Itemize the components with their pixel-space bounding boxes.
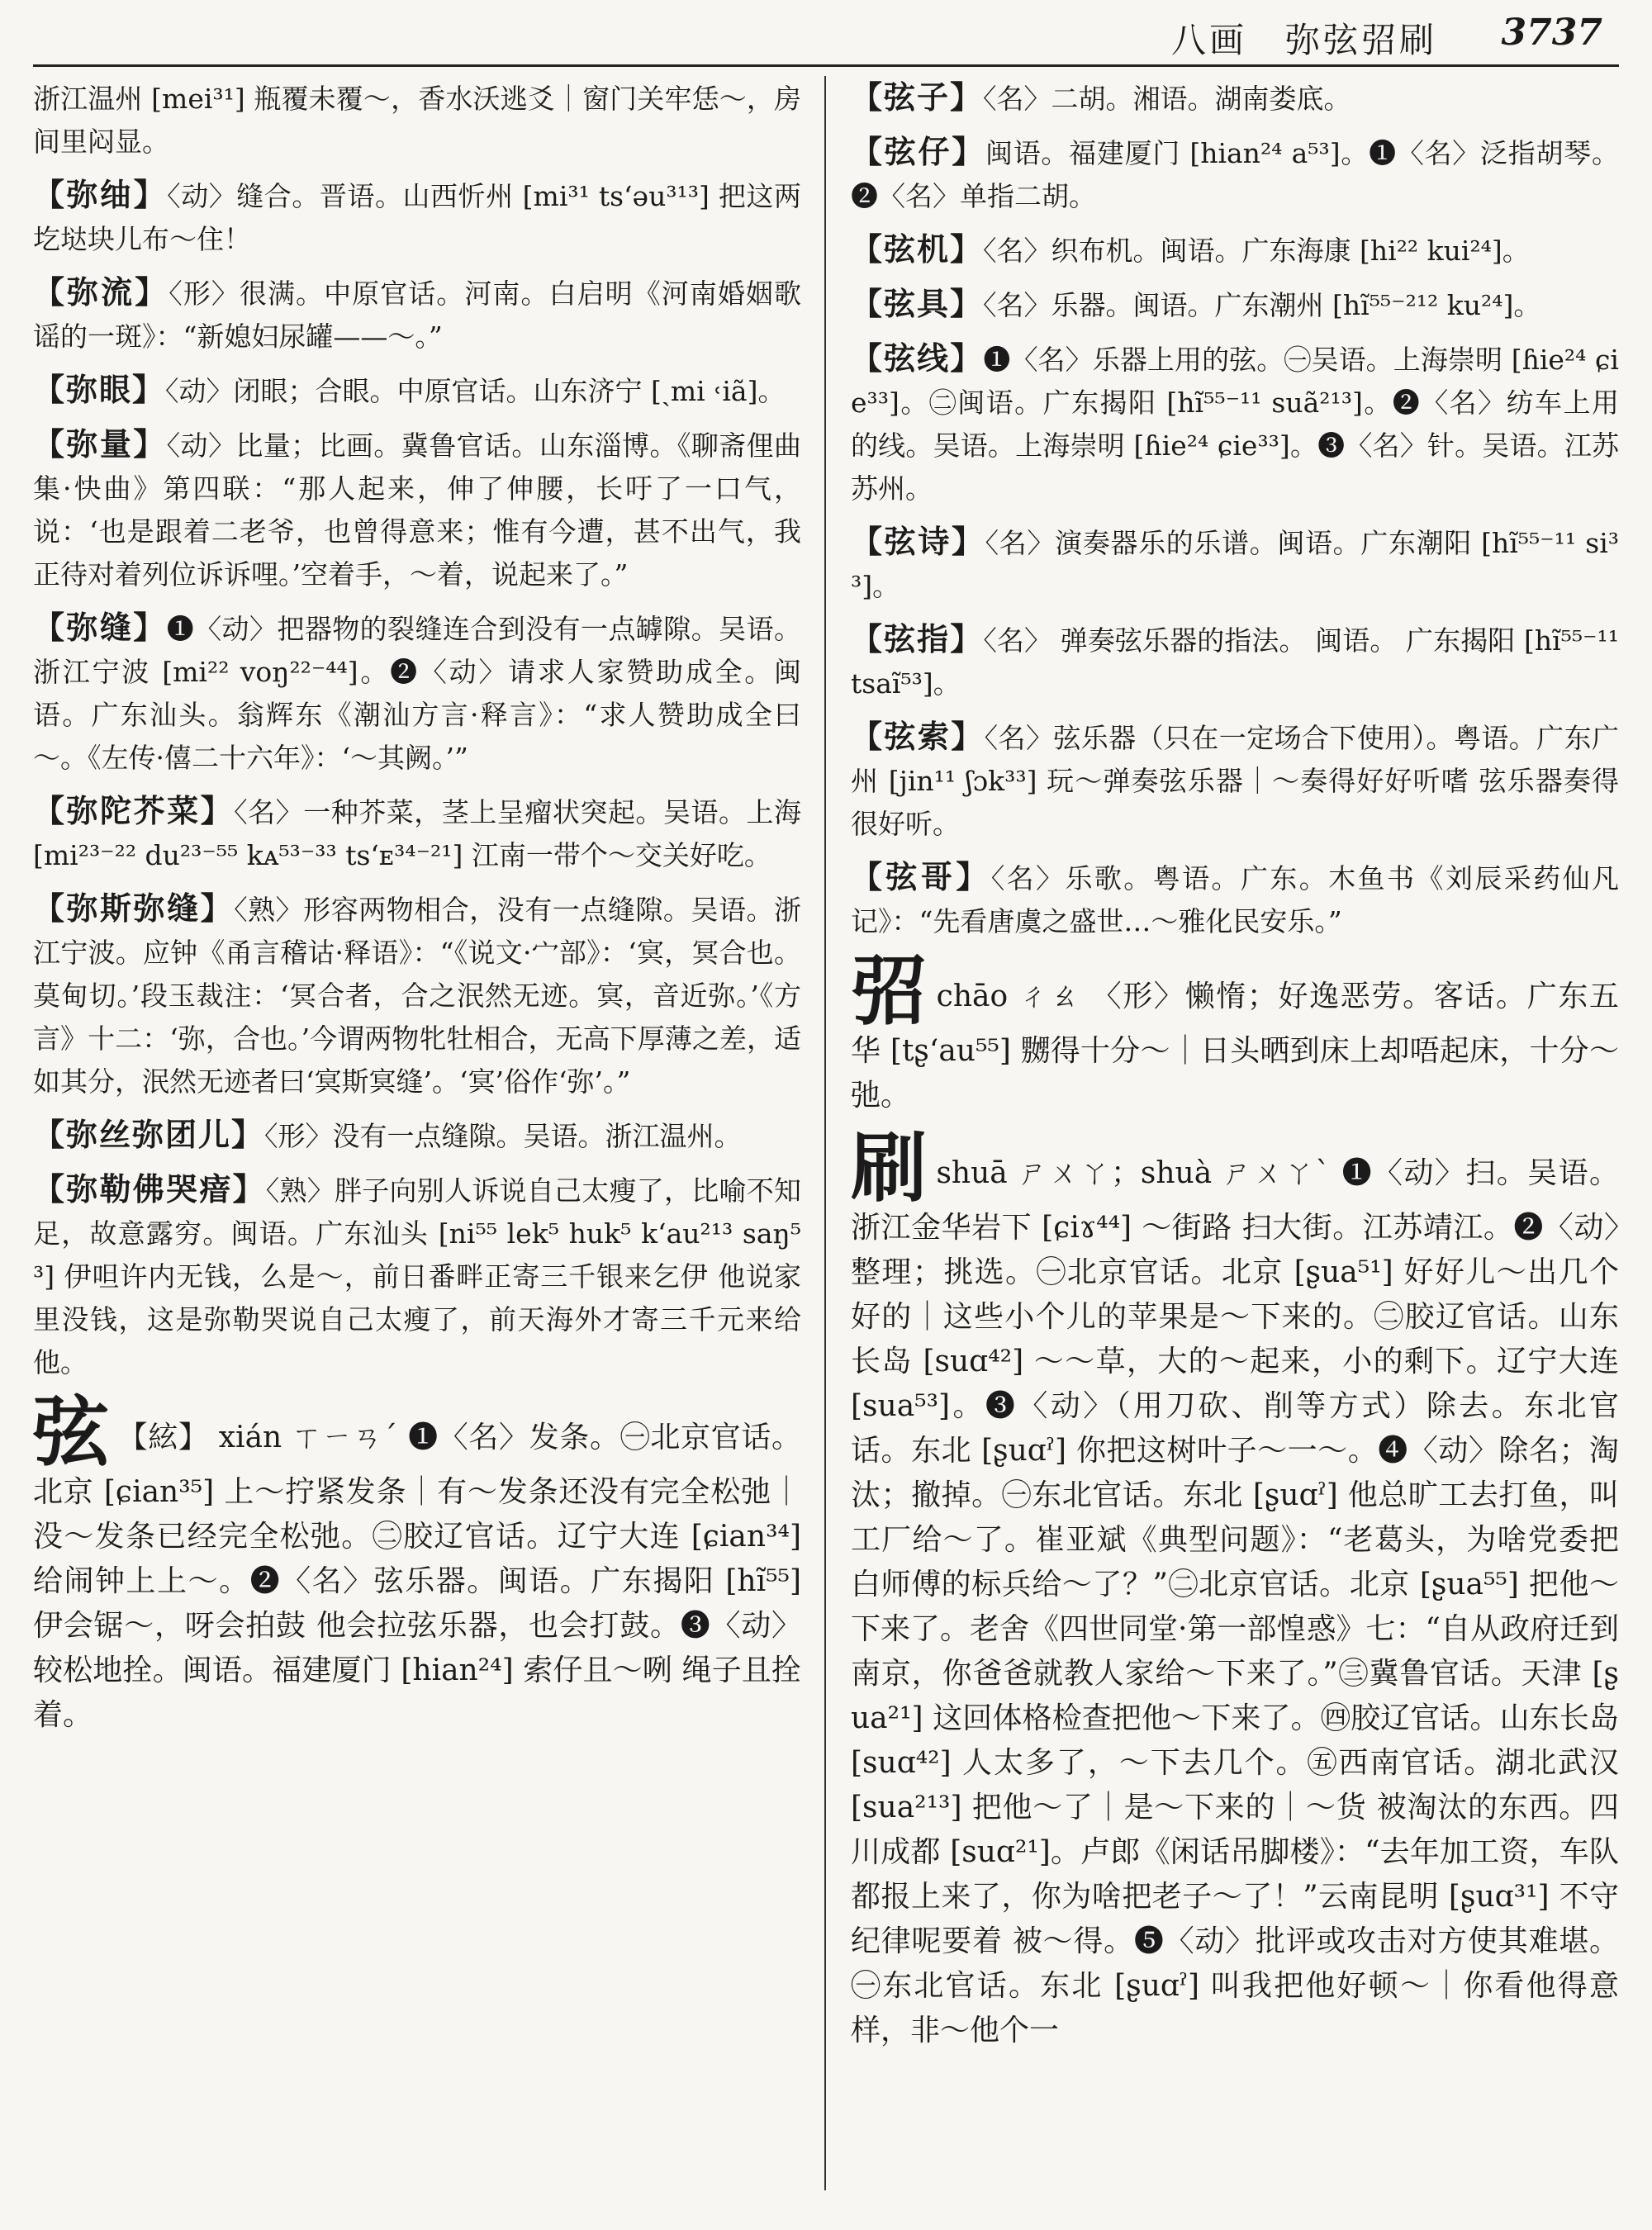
entry-text: 〈名〉织布机。闽语。广东海康 [hi²² kui²⁴]。 (983, 235, 1530, 267)
entry-text: 闽语。福建厦门 [hian²⁴ a⁵³]。❶〈名〉泛指胡琴。❷〈名〉单指二胡。 (851, 137, 1619, 212)
entry-text: 〈动〉缝合。晋语。山西忻州 [mi³¹ tsʻəu³¹³] 把这两圪垯块儿布～住！ (33, 180, 801, 255)
entry-text: 〈名〉乐器。闽语。广东潮州 [hĩ⁵⁵⁻²¹² ku²⁴]。 (983, 289, 1541, 321)
entry (33, 76, 801, 164)
headword-character: 弦 (33, 1388, 110, 1477)
running-head: 八画 弥弦弨刷 (1170, 20, 1437, 60)
entry-text: 〈动〉闭眼；合眼。中原官话。山东济宁 [ˏmi ˓iã]。 (165, 375, 786, 407)
entry (851, 228, 1619, 273)
headword-character: 刷 (851, 1123, 928, 1212)
character-entry-xian (33, 1388, 801, 1738)
character-entry-chao (851, 947, 1619, 1118)
entry-headword: 【弦线】 (851, 339, 984, 377)
page-number: 3737 (1501, 12, 1602, 54)
entry-text: 【絃】 xián ㄒㄧㄢˊ ❶〈名〉发条。㊀北京官话。北京 [ɕian³⁵] 上～拧紧发条｜有～发条还没有完全松弛｜没～发条已经完全松弛。㊁胶辽官话。辽宁大连 [ɕian³⁴] 给闹钟上上～。❷〈名〉弦乐器。闽语。广东揭阳 [hĩ⁵⁵] 伊会锯～，呀会拍鼓 他会拉弦乐器，也会打鼓。❸〈动〉较松地拴。闽语。福建厦门 [hian²⁴] 索仔且～咧 绳子且拴着。 (33, 1421, 801, 1732)
entry-text: chāo ㄔㄠ 〈形〉懒惰；好逸恶劳。客话。广东五华 [tʂʻau⁵⁵] 嬲得十分～｜日头晒到床上却唔起床，十分～弛。 (851, 980, 1619, 1113)
entry-text: ❶〈名〉乐器上用的弦。㊀吴语。上海崇明 [ɦie²⁴ ɕie³³]。㊁闽语。广东揭阳 [hĩ⁵⁵⁻¹¹ suã²¹³]。❷〈名〉纺车上用的线。吴语。上海崇明 [ɦie²⁴ ɕie³³]。❸〈名〉针。吴语。江苏苏州。 (851, 344, 1619, 505)
character-entry-shua (851, 1123, 1619, 2053)
entry (851, 520, 1619, 608)
entry-text: 〈名〉演奏器乐的乐谱。闽语。广东潮阳 [hĩ⁵⁵⁻¹¹ si³³]。 (851, 527, 1619, 602)
entry-headword: 【弦指】 (851, 620, 984, 657)
entry-headword: 【弦具】 (851, 285, 984, 322)
column-divider (824, 76, 826, 2190)
entry (851, 337, 1619, 510)
entry-headword: 【弦哥】 (851, 858, 991, 895)
entry (33, 271, 801, 358)
entry-headword: 【弦仔】 (851, 133, 985, 170)
entry-text: 〈形〉没有一点缝隙。吴语。浙江温州。 (264, 1120, 742, 1152)
entry-headword: 【弥丝弥团儿】 (33, 1116, 265, 1153)
entry (33, 368, 801, 413)
entry-headword: 【弦子】 (851, 78, 984, 116)
entry-headword: 【弦机】 (851, 230, 984, 268)
entry (851, 130, 1619, 218)
left-column (33, 76, 801, 2207)
entry-headword: 【弥量】 (33, 425, 167, 463)
entry (851, 282, 1619, 327)
entry-text: 〈名〉乐歌。粤语。广东。木鱼书《刘辰采药仙凡记》：“先看唐虞之盛世…～雅化民安乐。” (851, 862, 1619, 937)
entry-text: 〈名〉 弹奏弦乐器的指法。 闽语。 广东揭阳 [hĩ⁵⁵⁻¹¹ tsaĩ⁵³]。 (851, 624, 1619, 700)
page-header (0, 0, 1652, 59)
entry (33, 790, 801, 877)
entry-headword: 【弥流】 (33, 273, 169, 311)
entry (33, 423, 801, 596)
right-column (851, 76, 1619, 2207)
entry-headword: 【弥眼】 (33, 371, 166, 408)
entry-text: 〈名〉一种芥菜，茎上呈瘤状突起。吴语。上海 [mi²³⁻²² du²³⁻⁵⁵ kᴀ⁵³⁻³³ tsʻᴇ³⁴⁻²¹] 江南一带个～交关好吃。 (33, 796, 801, 871)
entry (851, 76, 1619, 121)
entry-headword: 【弦索】 (851, 718, 985, 755)
entry-headword: 【弥陀芥菜】 (33, 792, 235, 829)
entry (851, 856, 1619, 943)
entry-headword: 【弥䌷】 (33, 176, 168, 213)
entry-text: 〈名〉弦乐器（只在一定场合下使用）。粤语。广东广州 [jin¹¹ ʃɔk³³] 玩～弹奏弦乐器｜～奏得好好听嗜 弦乐器奏得很好听。 (851, 722, 1619, 840)
entry-text: 〈动〉比量；比画。冀鲁官话。山东淄博。《聊斋俚曲集·快曲》第四联：“那人起来，伸了伸腰，长吁了一口气，说：‘也是跟着二老爷，也曾得意来；惟有今遭，甚不出气，我正待对着列位诉诉哩。’空着手，～着，说起来了。” (33, 429, 801, 591)
entry (851, 715, 1619, 846)
entry-text: 〈熟〉形容两物相合，没有一点缝隙。吴语。浙江宁波。应钟《甬言稽诂·释语》：“《说文·宀部》：‘㝠，冥合也。莫甸切。’段玉裁注：‘冥合者，合之泯然无迹。㝠，音近弥。’《方言》十二：‘弥，合也。’今谓两物牝牡相合，无高下厚薄之差，适如其分，泯然无迹者曰‘㝠斯㝠缝’。‘㝠’俗作‘弥’。” (33, 894, 801, 1098)
entry (33, 606, 801, 780)
entry-headword: 【弦诗】 (851, 523, 985, 560)
entry-text: 〈熟〉胖子向别人诉说自己太瘦了，比喻不知足，故意露穷。闽语。广东汕头 [ni⁵⁵ lek⁵ huk⁵ kʻau²¹³ saŋ⁵³] 伊呾许内无钱，么是～，前日番畔正寄三千银来乞伊 他说家里没钱，这是弥勒哭说自己太瘦了，前天海外才寄三千元来给他。 (33, 1174, 801, 1378)
entry (851, 618, 1619, 705)
entry-text: 〈形〉很满。中原官话。河南。白启明《河南婚姻歌谣的一斑》：“新媳妇尿罐——～。” (33, 278, 801, 353)
headword-character: 弨 (851, 947, 928, 1036)
entry-headword: 【弥勒佛哭瘖】 (33, 1170, 266, 1208)
entry-headword: 【弥缝】 (33, 609, 167, 646)
entry (33, 1113, 801, 1158)
entry (33, 1168, 801, 1384)
entry-text: 浙江温州 [mei³¹] 瓶覆未覆～，香水沃逃爻｜窗门关牢恁～，房间里闷显。 (33, 83, 801, 158)
entry (33, 173, 801, 261)
entry-headword: 【弥斯弥缝】 (33, 890, 235, 927)
header-rule (33, 64, 1619, 67)
entry-text: 〈名〉二胡。湘语。湖南娄底。 (983, 83, 1351, 115)
entry (33, 887, 801, 1103)
entry-text: ❶〈动〉把器物的裂缝连合到没有一点罅隙。吴语。浙江宁波 [mi²² voŋ²²⁻⁴⁴]。❷〈动〉请求人家赞助成全。闽语。广东汕头。翁辉东《潮汕方言·释言》：“求人赞助成全曰～。《左传·僖二十六年》：‘～其阙。’” (33, 613, 801, 774)
entry-text: shuā ㄕㄨㄚ；shuà ㄕㄨㄚˋ ❶〈动〉扫。吴语。浙江金华岩下 [ɕiɤ⁴⁴] ～街路 扫大街。江苏靖江。❷〈动〉整理；挑选。㊀北京官话。北京 [ʂua⁵¹] 好好儿～出几个好的｜这些小个儿的苹果是～下来的。㊁胶辽官话。山东长岛 [suɑ⁴²] ～～草，大的～起来，小的剩下。辽宁大连 [sua⁵³]。❸〈动〉（用刀砍、削等方式）除去。东北官话。东北 [ʂuɑˀ] 你把这树叶子～一～。❹〈动〉除名；淘汰；撤掉。㊀东北官话。东北 [ʂuɑˀ] 他总旷工去打鱼，叫工厂给～了。崔亚斌《典型问题》：“老葛头，为啥党委把白师傅的标兵给～了？”㊁北京官话。北京 [ʂua⁵⁵] 把他～下来了。老舍《四世同堂·第一部惶惑》七：“自从政府迁到南京，你爸爸就教人家给～下来了。”㊂冀鲁官话。天津 [ʂua²¹] 这回体格检查把他～下来了。㊃胶辽官话。山东长岛 [suɑ⁴²] 人太多了，～下去几个。㊄西南官话。湖北武汉 [sua²¹³] 把他～了｜是～下来的｜～货 被淘汰的东西。四川成都 [suɑ²¹]。卢郎《闲话吊脚楼》：“去年加工资，车队都报上来了，你为啥把老子～了！”云南昆明 [ʂuɑ³¹] 不守纪律呢要着 被～得。❺〈动〉批评或攻击对方使其难堪。㊀东北官话。东北 [ʂuɑˀ] 叫我把他好顿～｜你看他得意样，非～他个一 (851, 1156, 1619, 2047)
